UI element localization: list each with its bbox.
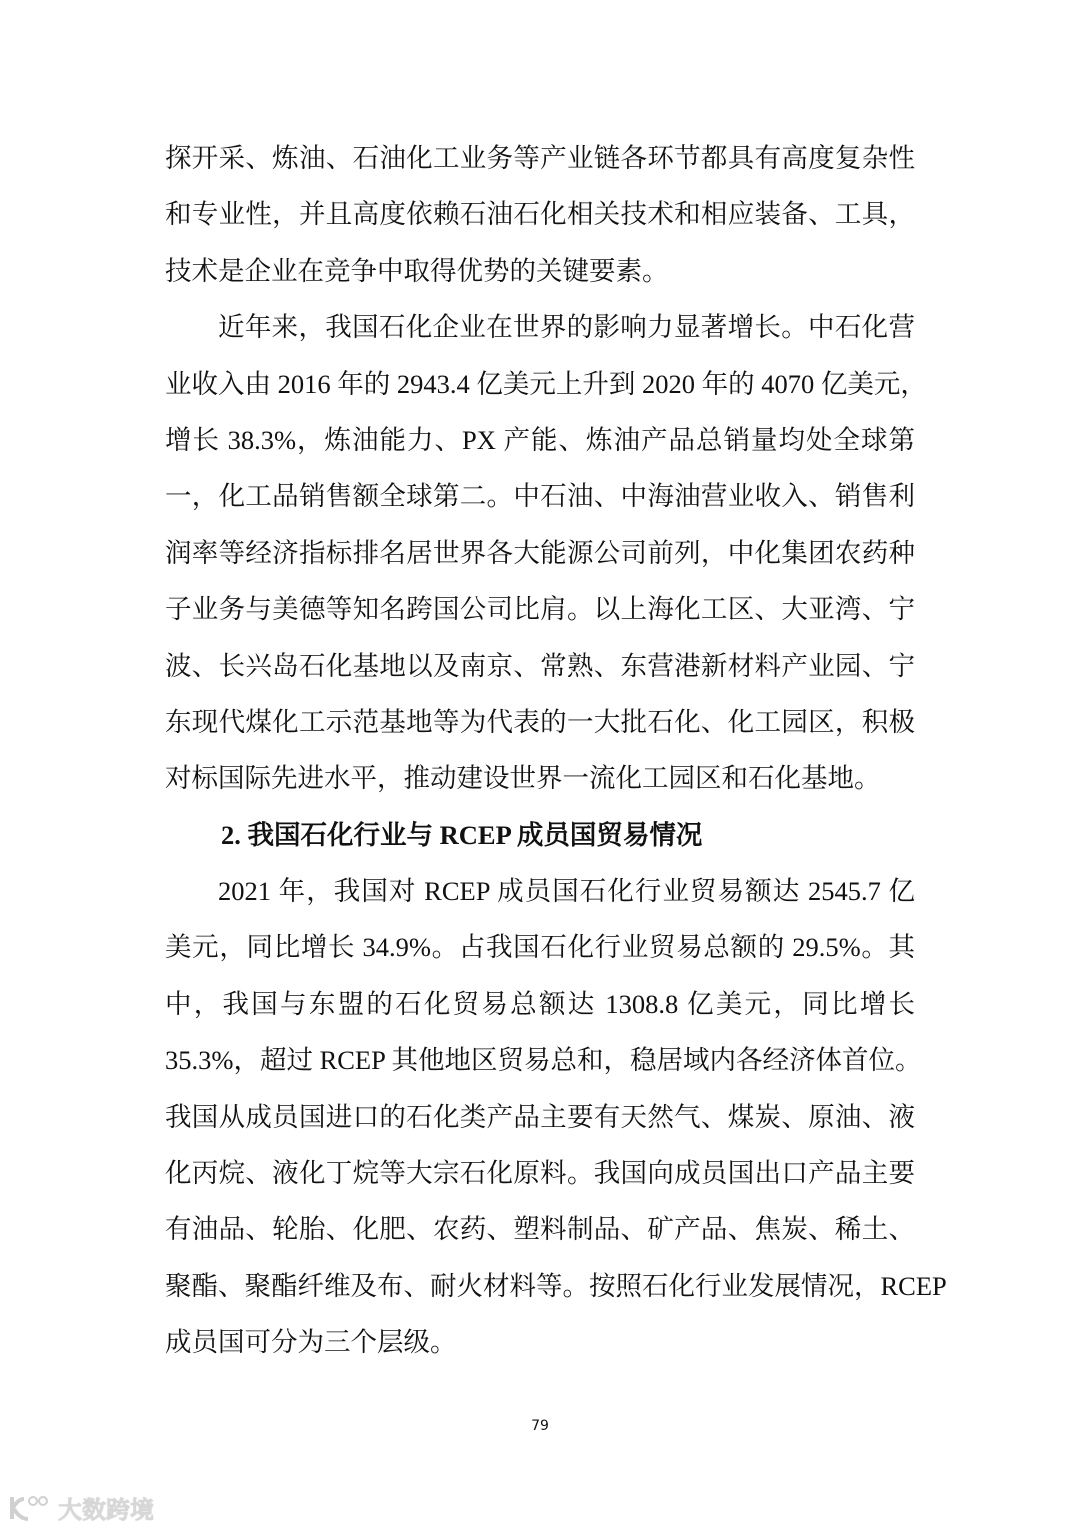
text-line: 中，我国与东盟的石化贸易总额达 1308.8 亿美元，同比增长 — [165, 988, 915, 1019]
text-line: 润率等经济指标排名居世界各大能源公司前列，中化集团农药种 — [165, 537, 915, 568]
text-line: 东现代煤化工示范基地等为代表的一大批石化、化工园区，积极 — [165, 706, 915, 737]
text-line: 波、长兴岛石化基地以及南京、常熟、东营港新材料产业园、宁 — [165, 650, 915, 681]
text-line: 35.3%，超过 RCEP 其他地区贸易总和，稳居域内各经济体首位。 — [165, 1045, 922, 1076]
watermark-logo-icon — [8, 1493, 52, 1523]
text-line: 化丙烷、液化丁烷等大宗石化原料。我国向成员国出口产品主要 — [165, 1158, 915, 1189]
section-heading — [165, 807, 915, 863]
text-line: 增长 38.3%，炼油能力、PX 产能、炼油产品总销量均处全球第 — [165, 424, 915, 455]
text-line: 探开采、炼油、石油化工业务等产业链各环节都具有高度复杂性 — [165, 143, 915, 173]
text-line: 成员国可分为三个层级。 — [165, 1327, 457, 1358]
text-line: 业收入由 2016 年的 2943.4 亿美元上升到 2020 年的 4070 亿美元， — [165, 368, 927, 399]
paragraph — [165, 863, 947, 1371]
paragraph — [165, 299, 927, 807]
text-line: 有油品、轮胎、化肥、农药、塑料制品、矿产品、焦炭、稀土、 — [165, 1214, 915, 1245]
watermark — [8, 1490, 154, 1525]
heading-text: 2. 我国石化行业与 RCEP 成员国贸易情况 — [221, 819, 703, 850]
paragraph — [165, 130, 915, 299]
document-body — [165, 130, 947, 1371]
text-line: 我国从成员国进口的石化类产品主要有天然气、煤炭、原油、液 — [165, 1101, 915, 1132]
text-line: 子业务与美德等知名跨国公司比肩。以上海化工区、大亚湾、宁 — [165, 594, 915, 625]
text-line: 近年来，我国石化企业在世界的影响力显著增长。中石化营 — [218, 312, 915, 343]
watermark-text: 大数跨境 — [58, 1496, 154, 1524]
text-line: 聚酯、聚酯纤维及布、耐火材料等。按照石化行业发展情况，RCEP — [165, 1270, 947, 1301]
text-line: 2021 年，我国对 RCEP 成员国石化行业贸易额达 2545.7 亿 — [218, 876, 915, 907]
text-line: 技术是企业在竞争中取得优势的关键要素。 — [165, 255, 669, 286]
text-line: 一，化工品销售额全球第二。中石油、中海油营业收入、销售利 — [165, 481, 915, 512]
page-number: 79 — [531, 1418, 549, 1434]
text-line: 对标国际先进水平，推动建设世界一流化工园区和石化基地。 — [165, 763, 881, 794]
text-line: 美元，同比增长 34.9%。占我国石化行业贸易总额的 29.5%。其 — [165, 932, 915, 963]
text-line: 和专业性，并且高度依赖石油石化相关技术和相应装备、工具， — [165, 199, 915, 230]
